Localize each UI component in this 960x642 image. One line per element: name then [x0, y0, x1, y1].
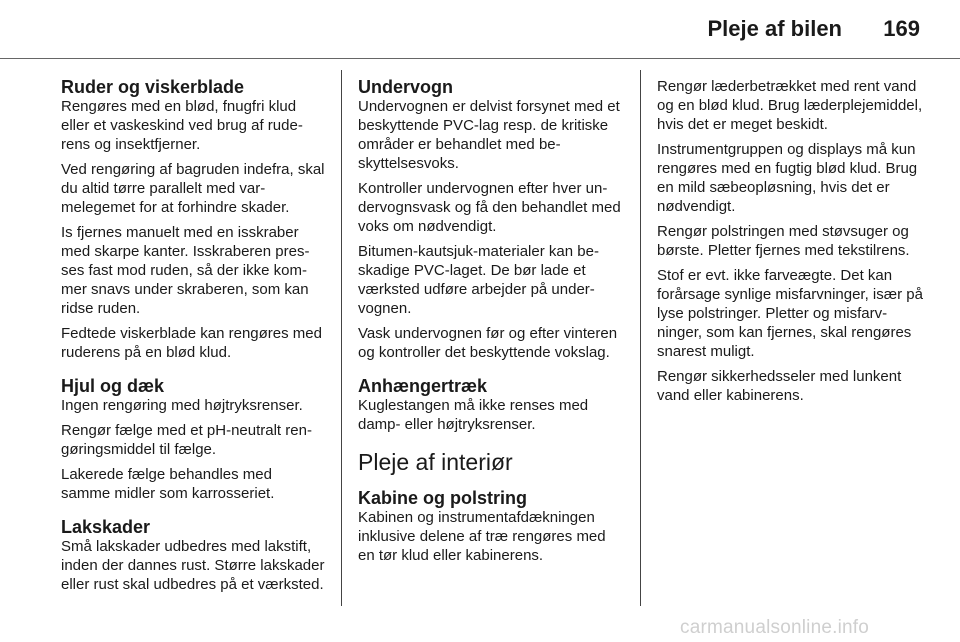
paragraph: Undervognen er delvist forsynet med et beskyttende PVC-lag resp. de kritiske områder er behandlet med beskyttelsesvoks. [358, 98, 620, 172]
section-anhaengertraek [358, 376, 624, 434]
section-undervogn [358, 77, 624, 362]
page-number: 169 [883, 16, 920, 41]
section-lakskader [61, 517, 325, 594]
page-header [0, 0, 960, 58]
section-heading: Kabine og polstring [358, 488, 527, 508]
paragraph: Ved rengøring af bagruden indefra, skal du altid tørre parallelt med varmelegemet for at forhindre skader. [61, 161, 325, 216]
paragraph: Rengøres med en blød, fnugfri klud eller et vaskeskind ved brug af ruderens og insektfjerner. [61, 98, 303, 153]
paragraph: Stof er evt. ikke farveægte. Det kan forårsage synlige misfarvninger, især på lyse polstringer. Pletter og misfarvninger, som kan fjernes, skal rengøres snarest muligt. [657, 267, 923, 360]
paragraph: Rengør polstringen med støvsuger og børste. Pletter fjernes med tekstilrens. [657, 223, 910, 259]
section-ruder-og-viskerblade [61, 77, 325, 362]
column-2 [358, 77, 624, 579]
page-title: Pleje af bilen [707, 16, 842, 41]
paragraph: Fedtede viskerblade kan rengøres med ruderens på en blød klud. [61, 325, 322, 361]
footer-watermark: carmanualsonline.info [680, 617, 870, 638]
paragraph: Kabinen og instrumentafdækningen inklusive delene af træ rengøres med en tør klud eller kabinerens. [358, 509, 606, 564]
paragraph: Rengør læderbetrækket med rent vand og en blød klud. Brug læderplejemiddel, hvis det er meget beskidt. [657, 78, 923, 133]
column-divider-1 [341, 70, 342, 606]
paragraph: Rengør fælge med et pH-neutralt rengøringsmiddel til fælge. [61, 422, 312, 458]
column-1 [61, 77, 325, 608]
paragraph: Vask undervognen før og efter vinteren og kontroller det beskyttende vokslag. [358, 325, 618, 361]
paragraph: Instrumentgruppen og displays må kun rengøres med en fugtig blød klud. Brug en mild sæbeopløsning, hvis det er nødvendigt. [657, 141, 918, 215]
paragraph: Is fjernes manuelt med en isskraber med skarpe kanter. Isskraberen presses fast mod ruden, så der ikke kommer snavs under skraberen, som kan ridse ruden. [61, 224, 310, 317]
section-heading: Undervogn [358, 77, 454, 97]
paragraph: Kuglestangen må ikke renses med damp- eller højtryksrenser. [358, 397, 589, 433]
section-heading: Hjul og dæk [61, 376, 164, 396]
column-divider-2 [640, 70, 641, 606]
section-kabine-og-polstring [358, 488, 624, 565]
column-3 [657, 77, 925, 411]
paragraph: Lakerede fælge behandles med samme midler som karrosseriet. [61, 466, 275, 502]
section-hjul-og-daek [61, 376, 325, 503]
section-heading: Anhængertræk [358, 376, 488, 396]
paragraph: Ingen rengøring med højtryksrenser. [61, 397, 303, 414]
header-rule [0, 58, 960, 59]
section-heading: Lakskader [61, 517, 151, 537]
paragraph: Bitumen-kautsjuk-materialer kan beskadige PVC-laget. De bør lade et værksted udføre arbejder på undervognen. [358, 243, 599, 317]
paragraph: Rengør sikkerhedsseler med lunkent vand eller kabinerens. [657, 368, 902, 404]
paragraph: Små lakskader udbedres med lakstift, inden der dannes rust. Større lakskader eller rust skal udbedres på et værksted. [61, 538, 325, 593]
paragraph: Kontroller undervognen efter hver undervognsvask og få den behandlet med voks om nødvendigt. [358, 180, 621, 235]
section-heading: Ruder og viskerblade [61, 77, 245, 97]
chapter-title: Pleje af interiør [358, 449, 513, 475]
